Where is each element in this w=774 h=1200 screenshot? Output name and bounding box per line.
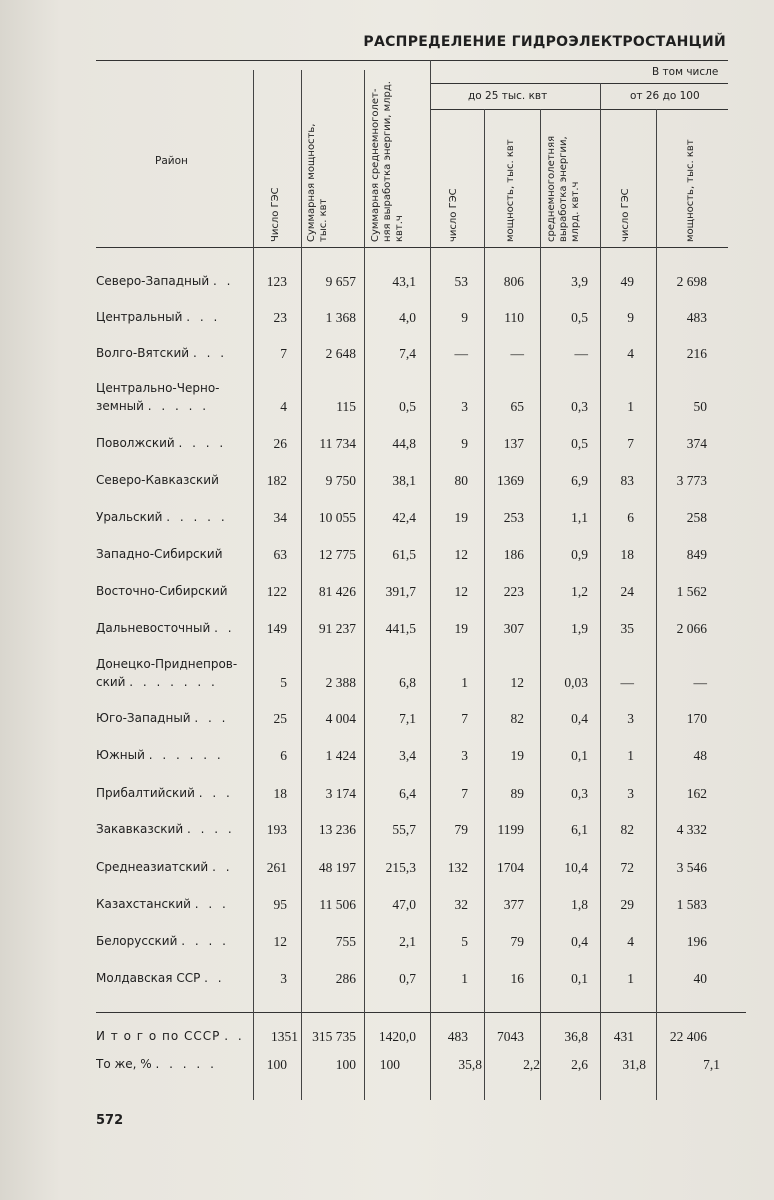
cell-g2-capacity: 7,1 bbox=[703, 1057, 720, 1072]
cell-g2-capacity: 162 bbox=[686, 786, 707, 801]
header-g1-capacity: мощность, тыс. квт bbox=[505, 139, 516, 242]
header-group-26-100: от 26 до 100 bbox=[630, 90, 700, 102]
row-region-line1: Центрально-Черно- bbox=[96, 381, 220, 395]
header-col-count: Число ГЭС bbox=[270, 187, 281, 242]
table-row bbox=[0, 971, 774, 991]
cell-g1-capacity: 253 bbox=[503, 510, 524, 525]
cell-g1-output: 36,8 bbox=[564, 1029, 588, 1044]
cell-g2-capacity: 170 bbox=[686, 711, 707, 726]
table-row bbox=[0, 473, 774, 493]
cell-g2-capacity: 196 bbox=[686, 934, 707, 949]
table-row bbox=[0, 621, 774, 641]
table-row bbox=[0, 822, 774, 842]
cell-g2-count: 3 bbox=[627, 786, 634, 801]
cell-capacity: 1 424 bbox=[325, 748, 356, 763]
cell-g2-capacity: 3 773 bbox=[676, 473, 707, 488]
cell-capacity: 3 174 bbox=[325, 786, 356, 801]
cell-output: 47,0 bbox=[392, 897, 416, 912]
cell-g2-count: 3 bbox=[627, 711, 634, 726]
table-row bbox=[0, 934, 774, 954]
cell-g1-capacity: 89 bbox=[510, 786, 524, 801]
cell-g1-output: 3,9 bbox=[571, 274, 588, 289]
cell-count: 23 bbox=[273, 310, 287, 325]
cell-g1-output: 1,9 bbox=[571, 621, 588, 636]
cell-g1-output: 0,3 bbox=[571, 399, 588, 414]
row-region: То же, % . . . . . bbox=[96, 1057, 217, 1071]
cell-g2-count: 431 bbox=[613, 1029, 634, 1044]
cell-g2-capacity: — bbox=[693, 675, 707, 690]
cell-g1-capacity: 307 bbox=[503, 621, 524, 636]
cell-g1-output: — bbox=[574, 346, 588, 361]
cell-g2-count: 4 bbox=[627, 934, 634, 949]
subheader-rule-2 bbox=[430, 109, 728, 110]
cell-output: 6,4 bbox=[399, 786, 416, 801]
cell-count: 25 bbox=[273, 711, 287, 726]
cell-count: 3 bbox=[280, 971, 287, 986]
cell-count: 122 bbox=[266, 584, 287, 599]
row-region-line1: Донецко-Приднепров- bbox=[96, 657, 238, 671]
cell-g2-capacity: 258 bbox=[686, 510, 707, 525]
cell-capacity: 4 004 bbox=[325, 711, 356, 726]
cell-count: 4 bbox=[280, 399, 287, 414]
cell-count: 1351 bbox=[271, 1029, 298, 1044]
cell-g1-output: 0,03 bbox=[564, 675, 588, 690]
cell-g1-capacity: 12 bbox=[510, 675, 524, 690]
totals-percent-row bbox=[0, 1057, 774, 1077]
cell-g2-count: 7 bbox=[627, 436, 634, 451]
header-col-capacity: Суммарная мощность, тыс. квт bbox=[306, 123, 329, 242]
table-row bbox=[0, 346, 774, 366]
cell-g1-output: 0,5 bbox=[571, 310, 588, 325]
cell-output: 4,0 bbox=[399, 310, 416, 325]
cell-g1-count: 80 bbox=[454, 473, 468, 488]
cell-output: 2,1 bbox=[399, 934, 416, 949]
table-row bbox=[0, 310, 774, 330]
cell-count: 149 bbox=[266, 621, 287, 636]
cell-g1-output: 0,5 bbox=[571, 436, 588, 451]
cell-g1-count: 79 bbox=[454, 822, 468, 837]
cell-count: 6 bbox=[280, 748, 287, 763]
cell-g2-count: 9 bbox=[627, 310, 634, 325]
header-region: Район bbox=[155, 155, 188, 167]
cell-g2-capacity: 50 bbox=[693, 399, 707, 414]
cell-capacity: 115 bbox=[336, 399, 356, 414]
cell-output: 215,3 bbox=[385, 860, 416, 875]
cell-g1-output: 2,6 bbox=[571, 1057, 588, 1072]
cell-output: 0,5 bbox=[399, 399, 416, 414]
cell-output: 3,4 bbox=[399, 748, 416, 763]
cell-capacity: 315 735 bbox=[312, 1029, 356, 1044]
cell-output: 7,4 bbox=[399, 346, 416, 361]
cell-g1-count: 9 bbox=[461, 436, 468, 451]
header-in-that-number: В том числе bbox=[652, 66, 719, 78]
cell-count: 18 bbox=[273, 786, 287, 801]
cell-g1-output: 10,4 bbox=[564, 860, 588, 875]
cell-count: 123 bbox=[266, 274, 287, 289]
cell-g1-count: 53 bbox=[454, 274, 468, 289]
cell-g2-count: 49 bbox=[620, 274, 634, 289]
table-row bbox=[0, 748, 774, 768]
cell-g2-capacity: 216 bbox=[686, 346, 707, 361]
cell-capacity: 2 388 bbox=[325, 675, 356, 690]
cell-g1-output: 0,9 bbox=[571, 547, 588, 562]
row-region: Белорусский . . . . bbox=[96, 934, 229, 948]
cell-count: 12 bbox=[273, 934, 287, 949]
cell-g2-capacity: 1 583 bbox=[676, 897, 707, 912]
cell-output: 55,7 bbox=[392, 822, 416, 837]
cell-g2-count: — bbox=[620, 675, 634, 690]
cell-g1-capacity: 1369 bbox=[497, 473, 524, 488]
cell-g2-count: 1 bbox=[627, 399, 634, 414]
cell-output: 61,5 bbox=[392, 547, 416, 562]
cell-g2-capacity: 2 066 bbox=[676, 621, 707, 636]
row-region: Восточно-Сибирский bbox=[96, 584, 228, 598]
cell-g1-output: 1,1 bbox=[571, 510, 588, 525]
cell-g2-count: 82 bbox=[620, 822, 634, 837]
cell-g1-output: 6,1 bbox=[571, 822, 588, 837]
row-region: Волго-Вятский . . . bbox=[96, 346, 228, 360]
cell-count: 7 bbox=[280, 346, 287, 361]
cell-g1-output: 0,4 bbox=[571, 711, 588, 726]
cell-g1-count: — bbox=[454, 346, 468, 361]
cell-count: 26 bbox=[273, 436, 287, 451]
cell-output: 0,7 bbox=[399, 971, 416, 986]
cell-g1-capacity: 137 bbox=[503, 436, 524, 451]
cell-g1-capacity: 1704 bbox=[497, 860, 524, 875]
cell-g2-capacity: 483 bbox=[686, 310, 707, 325]
cell-capacity: 1 368 bbox=[325, 310, 356, 325]
row-region: Молдавская ССР . . bbox=[96, 971, 225, 985]
cell-capacity: 286 bbox=[335, 971, 356, 986]
cell-capacity: 11 506 bbox=[319, 897, 356, 912]
table-row bbox=[0, 711, 774, 731]
running-head: РАСПРЕДЕЛЕНИЕ ГИДРОЭЛЕКТРОСТАНЦИЙ bbox=[363, 34, 726, 50]
table-row bbox=[0, 584, 774, 604]
cell-capacity: 91 237 bbox=[318, 621, 356, 636]
cell-capacity: 13 236 bbox=[318, 822, 356, 837]
cell-g1-capacity: 82 bbox=[510, 711, 524, 726]
cell-g1-output: 0,4 bbox=[571, 934, 588, 949]
cell-g1-count: 35,8 bbox=[458, 1057, 482, 1072]
row-region: Поволжский . . . . bbox=[96, 436, 227, 450]
cell-g1-capacity: 377 bbox=[503, 897, 524, 912]
cell-g1-count: 3 bbox=[461, 399, 468, 414]
cell-g2-count: 24 bbox=[620, 584, 634, 599]
cell-g2-capacity: 4 332 bbox=[676, 822, 707, 837]
cell-output: 6,8 bbox=[399, 675, 416, 690]
cell-g1-output: 1,2 bbox=[571, 584, 588, 599]
header-bottom-rule bbox=[96, 247, 728, 248]
cell-g1-count: 1 bbox=[461, 675, 468, 690]
cell-g1-count: 19 bbox=[454, 510, 468, 525]
cell-capacity: 10 055 bbox=[318, 510, 356, 525]
cell-g2-capacity: 3 546 bbox=[676, 860, 707, 875]
cell-output: 1420,0 bbox=[378, 1029, 416, 1044]
cell-capacity: 9 657 bbox=[325, 274, 356, 289]
subheader-rule-1 bbox=[430, 83, 728, 84]
cell-g1-output: 0,3 bbox=[571, 786, 588, 801]
cell-g2-capacity: 22 406 bbox=[669, 1029, 707, 1044]
table-row bbox=[0, 381, 774, 419]
cell-g2-count: 4 bbox=[627, 346, 634, 361]
totals-row bbox=[0, 1029, 774, 1049]
cell-output: 44,8 bbox=[392, 436, 416, 451]
row-region: Центральный . . . bbox=[96, 310, 221, 324]
table-row bbox=[0, 436, 774, 456]
cell-g1-count: 132 bbox=[447, 860, 468, 875]
cell-g2-count: 1 bbox=[627, 748, 634, 763]
row-region: Северо-Кавказский bbox=[96, 473, 219, 487]
cell-count: 193 bbox=[266, 822, 287, 837]
cell-g1-output: 0,1 bbox=[571, 971, 588, 986]
cell-output: 100 bbox=[379, 1057, 400, 1072]
cell-count: 100 bbox=[266, 1057, 287, 1072]
cell-g1-capacity: 79 bbox=[510, 934, 524, 949]
header-g2-count: число ГЭС bbox=[620, 188, 631, 242]
table-row bbox=[0, 860, 774, 880]
row-region: Дальневосточный . . bbox=[96, 621, 235, 635]
cell-count: 34 bbox=[273, 510, 287, 525]
cell-g2-count: 29 bbox=[620, 897, 634, 912]
cell-g1-count: 12 bbox=[454, 547, 468, 562]
cell-g2-capacity: 40 bbox=[693, 971, 707, 986]
cell-g1-capacity: 223 bbox=[503, 584, 524, 599]
row-region: ский . . . . . . . bbox=[96, 675, 218, 689]
cell-capacity: 2 648 bbox=[325, 346, 356, 361]
cell-g1-capacity: — bbox=[510, 346, 524, 361]
cell-output: 43,1 bbox=[392, 274, 416, 289]
cell-g1-capacity: 186 bbox=[503, 547, 524, 562]
cell-g1-count: 12 bbox=[454, 584, 468, 599]
cell-capacity: 100 bbox=[335, 1057, 356, 1072]
row-region: Прибалтийский . . . bbox=[96, 786, 233, 800]
header-group-up-to-25: до 25 тыс. квт bbox=[468, 90, 548, 102]
cell-g1-count: 32 bbox=[454, 897, 468, 912]
cell-count: 5 bbox=[280, 675, 287, 690]
cell-count: 182 bbox=[266, 473, 287, 488]
cell-g2-count: 6 bbox=[627, 510, 634, 525]
cell-g2-count: 18 bbox=[620, 547, 634, 562]
cell-g2-capacity: 2 698 bbox=[676, 274, 707, 289]
cell-g2-capacity: 374 bbox=[686, 436, 707, 451]
cell-g2-count: 1 bbox=[627, 971, 634, 986]
cell-capacity: 12 775 bbox=[318, 547, 356, 562]
row-region: Северо-Западный . . bbox=[96, 274, 234, 288]
cell-g2-capacity: 48 bbox=[693, 748, 707, 763]
cell-capacity: 755 bbox=[335, 934, 356, 949]
table-top-rule bbox=[96, 60, 728, 61]
page-number: 572 bbox=[96, 1113, 124, 1128]
cell-g1-output: 1,8 bbox=[571, 897, 588, 912]
header-g1-count: число ГЭС bbox=[448, 188, 459, 242]
table-row bbox=[0, 897, 774, 917]
cell-g1-capacity: 110 bbox=[504, 310, 524, 325]
header-col-output: Суммарная среднемноголет-няя выработка энергии, млрд. квт.ч bbox=[370, 81, 405, 242]
cell-g2-count: 31,8 bbox=[622, 1057, 646, 1072]
table-row bbox=[0, 786, 774, 806]
cell-g1-capacity: 65 bbox=[510, 399, 524, 414]
cell-g1-count: 1 bbox=[461, 971, 468, 986]
cell-count: 63 bbox=[273, 547, 287, 562]
cell-g1-capacity: 19 bbox=[510, 748, 524, 763]
cell-output: 38,1 bbox=[392, 473, 416, 488]
table-row bbox=[0, 274, 774, 294]
cell-g1-capacity: 7043 bbox=[497, 1029, 524, 1044]
header-g2-capacity: мощность, тыс. квт bbox=[685, 139, 696, 242]
cell-g1-output: 0,1 bbox=[571, 748, 588, 763]
cell-output: 7,1 bbox=[399, 711, 416, 726]
cell-g2-count: 72 bbox=[620, 860, 634, 875]
row-region: Южный . . . . . . bbox=[96, 748, 224, 762]
totals-rule bbox=[96, 1012, 746, 1013]
row-region: Уральский . . . . . bbox=[96, 510, 228, 524]
cell-g1-count: 9 bbox=[461, 310, 468, 325]
cell-count: 261 bbox=[266, 860, 287, 875]
row-region: земный . . . . . bbox=[96, 399, 210, 413]
cell-g2-capacity: 849 bbox=[686, 547, 707, 562]
row-region: Закавказский . . . . bbox=[96, 822, 235, 836]
row-region: Западно-Сибирский bbox=[96, 547, 223, 561]
row-region: Казахстанский . . . bbox=[96, 897, 229, 911]
cell-g1-output: 6,9 bbox=[571, 473, 588, 488]
cell-g1-count: 19 bbox=[454, 621, 468, 636]
cell-g1-count: 5 bbox=[461, 934, 468, 949]
cell-output: 42,4 bbox=[392, 510, 416, 525]
cell-output: 391,7 bbox=[385, 584, 416, 599]
cell-capacity: 9 750 bbox=[325, 473, 356, 488]
cell-capacity: 48 197 bbox=[318, 860, 356, 875]
cell-g1-capacity: 806 bbox=[503, 274, 524, 289]
table-row bbox=[0, 657, 774, 695]
cell-g1-count: 483 bbox=[447, 1029, 468, 1044]
row-region: И т о г о по СССР . . bbox=[96, 1029, 245, 1043]
cell-g1-count: 7 bbox=[461, 786, 468, 801]
cell-g1-capacity: 16 bbox=[510, 971, 524, 986]
cell-g2-count: 35 bbox=[620, 621, 634, 636]
cell-output: 441,5 bbox=[385, 621, 416, 636]
table-row bbox=[0, 510, 774, 530]
cell-g1-count: 7 bbox=[461, 711, 468, 726]
row-region: Юго-Западный . . . bbox=[96, 711, 229, 725]
row-region: Среднеазиатский . . bbox=[96, 860, 233, 874]
cell-g2-count: 83 bbox=[620, 473, 634, 488]
cell-g1-count: 3 bbox=[461, 748, 468, 763]
cell-g1-capacity: 2,2 bbox=[523, 1057, 540, 1072]
cell-g1-capacity: 1199 bbox=[497, 822, 524, 837]
header-g1-output: среднемноголетняя выработка энергии, млрд. квт.ч bbox=[546, 135, 581, 242]
cell-capacity: 81 426 bbox=[318, 584, 356, 599]
cell-g2-capacity: 1 562 bbox=[676, 584, 707, 599]
cell-count: 95 bbox=[273, 897, 287, 912]
cell-capacity: 11 734 bbox=[319, 436, 356, 451]
table-row bbox=[0, 547, 774, 567]
